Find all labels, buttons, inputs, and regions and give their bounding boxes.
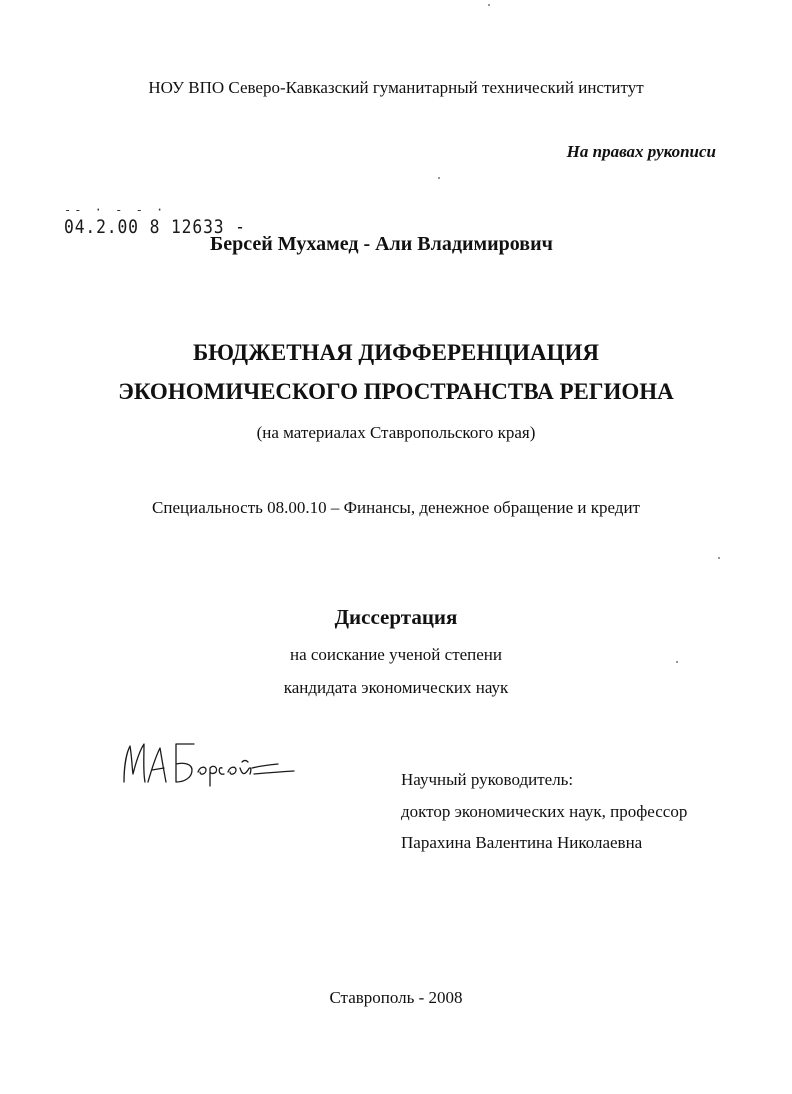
scan-speck [488, 4, 490, 6]
title-subtitle: (на материалах Ставропольского края) [256, 423, 536, 442]
author-name: Берсей Мухамед - Али Владимирович [210, 233, 553, 255]
registration-stamp: 04.2.00 8 12633 - [64, 216, 246, 238]
author-signature [118, 738, 298, 788]
document-type: Диссертация [334, 605, 458, 629]
scan-speck [718, 557, 720, 559]
stamp-marks: -- · - - · [64, 203, 167, 217]
supervisor-title: доктор экономических наук, профессор [401, 802, 688, 821]
supervisor-label: Научный руководитель: [401, 770, 574, 789]
specialty: Специальность 08.00.10 – Финансы, денежное обращение и кредит [152, 498, 640, 517]
title-line-2: ЭКОНОМИЧЕСКОГО ПРОСТРАНСТВА РЕГИОНА [118, 379, 674, 404]
degree-line-1: на соискание ученой степени [289, 645, 503, 664]
rights-note: На правах рукописи [566, 142, 716, 161]
degree-line-2: кандидата экономических наук [283, 678, 509, 697]
institute-name: НОУ ВПО Северо-Кавказский гуманитарный технический институт [148, 78, 644, 97]
title-line-1: БЮДЖЕТНАЯ ДИФФЕРЕНЦИАЦИЯ [192, 340, 600, 365]
supervisor-name: Парахина Валентина Николаевна [401, 833, 643, 852]
scan-speck [438, 177, 440, 179]
city-year: Ставрополь - 2008 [329, 988, 463, 1007]
scan-speck [676, 661, 678, 663]
